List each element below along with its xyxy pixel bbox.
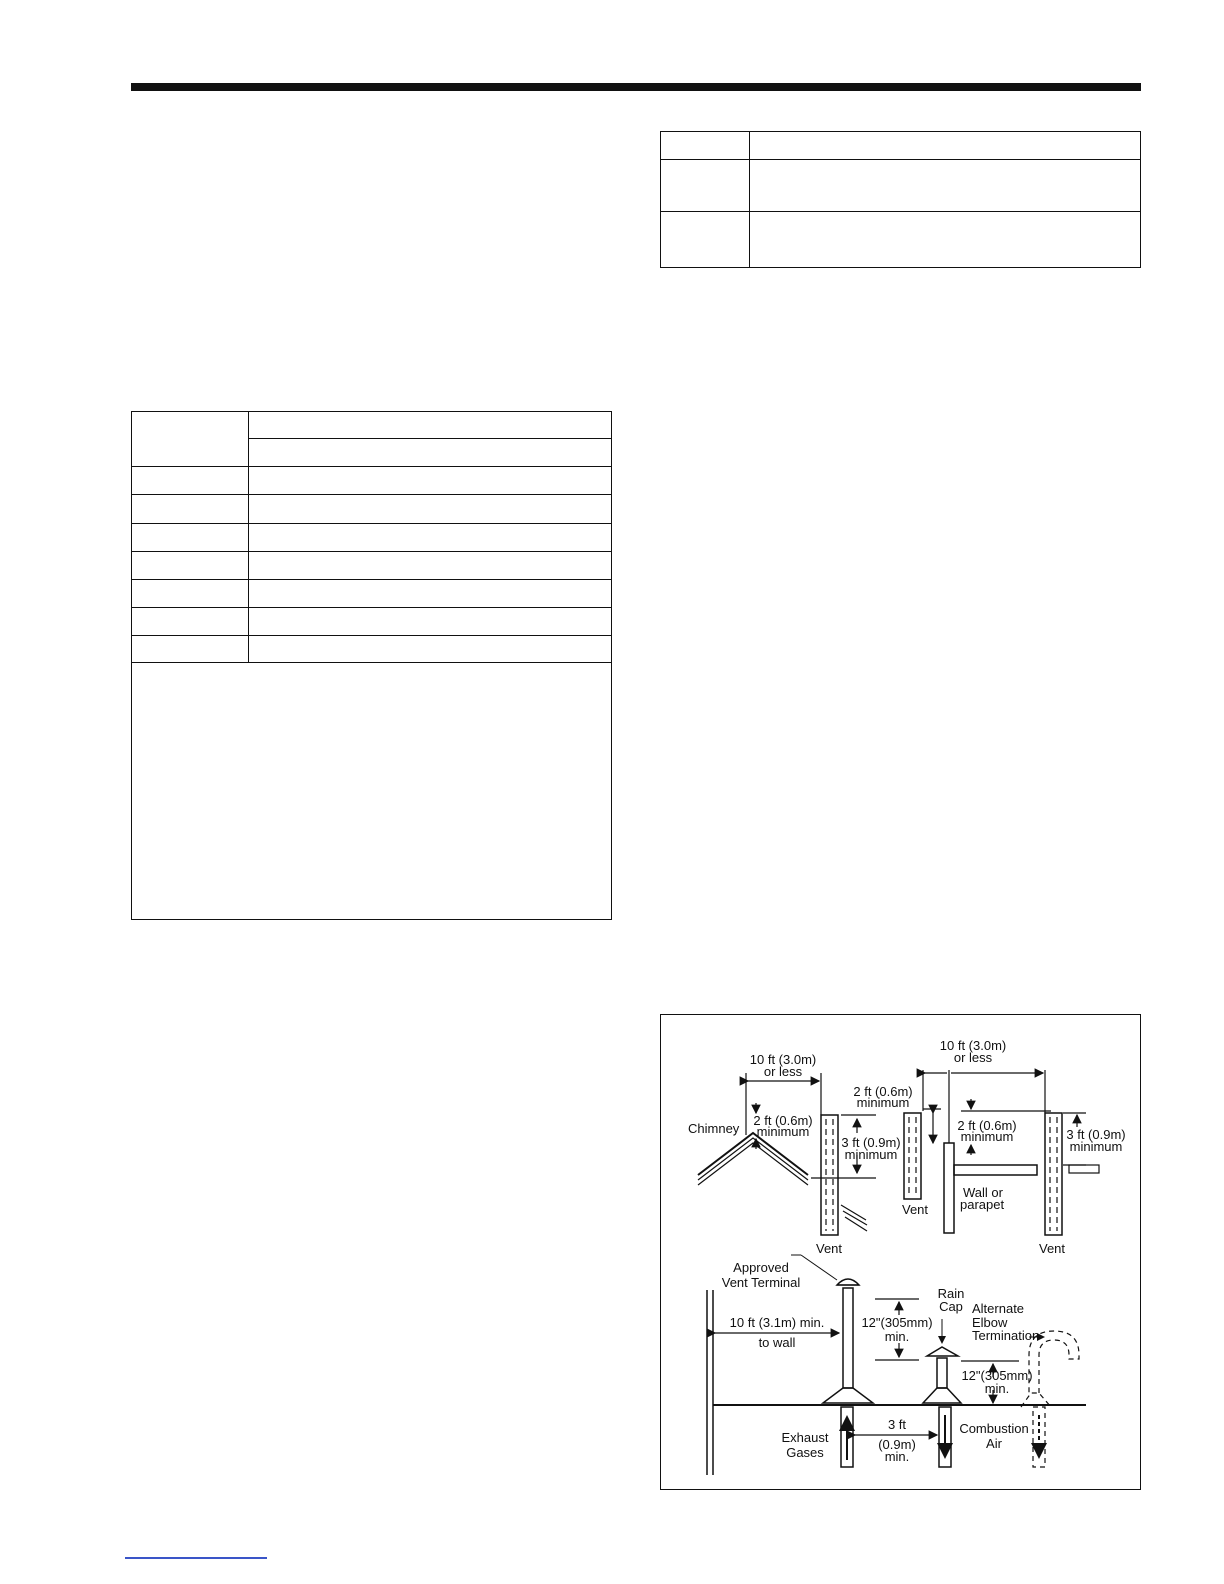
table-cell [750,132,1141,160]
label-right-width: 10 ft (3.0m) [939,1038,1007,1053]
label-wall: Wall or [963,1185,1003,1200]
label-right-3ft2: minimum [1069,1139,1123,1154]
table-cell [132,467,249,495]
label-right-width2: or less [953,1050,993,1065]
table-note-box [131,661,612,920]
label-termination: Termination [972,1328,1040,1343]
table-cell [661,132,750,160]
label-left-min2: minimum [756,1124,810,1139]
label-height-12b: 12"(305mm) [961,1368,1033,1383]
label-vent-right: Vent [1038,1241,1066,1256]
label-left-width2: or less [763,1064,803,1079]
table-cell [249,495,612,524]
vent-clearance-figure [660,1014,1141,1490]
table-cell [249,467,612,495]
label-vent-terminal: Vent Terminal [721,1275,801,1290]
vent-diagram [661,1015,1142,1491]
table-cell [249,439,612,467]
table-cell [249,552,612,580]
label-height-12b-min: min. [984,1381,1010,1396]
label-right-min2: minimum [960,1129,1014,1144]
table-cell [249,524,612,552]
table-cell [661,160,750,212]
label-elbow: Elbow [972,1315,1008,1330]
label-separation2: (0.9m) [878,1437,916,1452]
label-left-3ft2: minimum [844,1147,898,1162]
table-cell [132,552,249,580]
right-table [660,131,1141,268]
table-cell [132,495,249,524]
label-separation3: min. [884,1449,910,1464]
label-right-min: 2 ft (0.6m) [957,1118,1017,1133]
label-wall-distance2: to wall [758,1335,796,1350]
table-cell [132,636,249,663]
label-right-3ft: 3 ft (0.9m) [1066,1127,1126,1142]
label-separation: 3 ft [887,1417,907,1432]
label-approved: Approved [733,1260,789,1275]
label-combustion: Combustion [959,1421,1029,1436]
table-cell [249,636,612,663]
label-gases: Gases [786,1445,824,1460]
table-cell [132,412,249,467]
table-cell [132,524,249,552]
footer-link-underline[interactable] [125,1557,267,1559]
table-cell [132,580,249,608]
header-rule [131,83,1141,91]
label-rain: Rain [937,1286,965,1301]
label-air: Air [986,1436,1002,1451]
label-mid-min: 2 ft (0.6m) [853,1084,913,1099]
label-left-3ft: 3 ft (0.9m) [841,1135,901,1150]
label-cap: Cap [939,1299,963,1314]
label-height-12: 12"(305mm) [861,1315,933,1330]
table-cell [249,412,612,439]
label-parapet: parapet [960,1197,1005,1212]
label-left-width: 10 ft (3.0m) [749,1052,817,1067]
table-cell [249,608,612,636]
label-left-min: 2 ft (0.6m) [753,1113,813,1128]
label-alternate: Alternate [972,1301,1025,1316]
table-cell [249,580,612,608]
label-height-12-min: min. [884,1329,910,1344]
table-cell [750,160,1141,212]
label-wall-distance: 10 ft (3.1m) min. [729,1315,825,1330]
table-cell [750,212,1141,268]
label-chimney: Chimney [688,1121,740,1136]
label-vent-mid: Vent [901,1202,929,1217]
label-vent-left: Vent [815,1241,843,1256]
label-exhaust: Exhaust [781,1430,829,1445]
label-mid-min2: minimum [856,1095,910,1110]
table-cell [132,608,249,636]
table-cell [661,212,750,268]
left-table [131,411,612,663]
